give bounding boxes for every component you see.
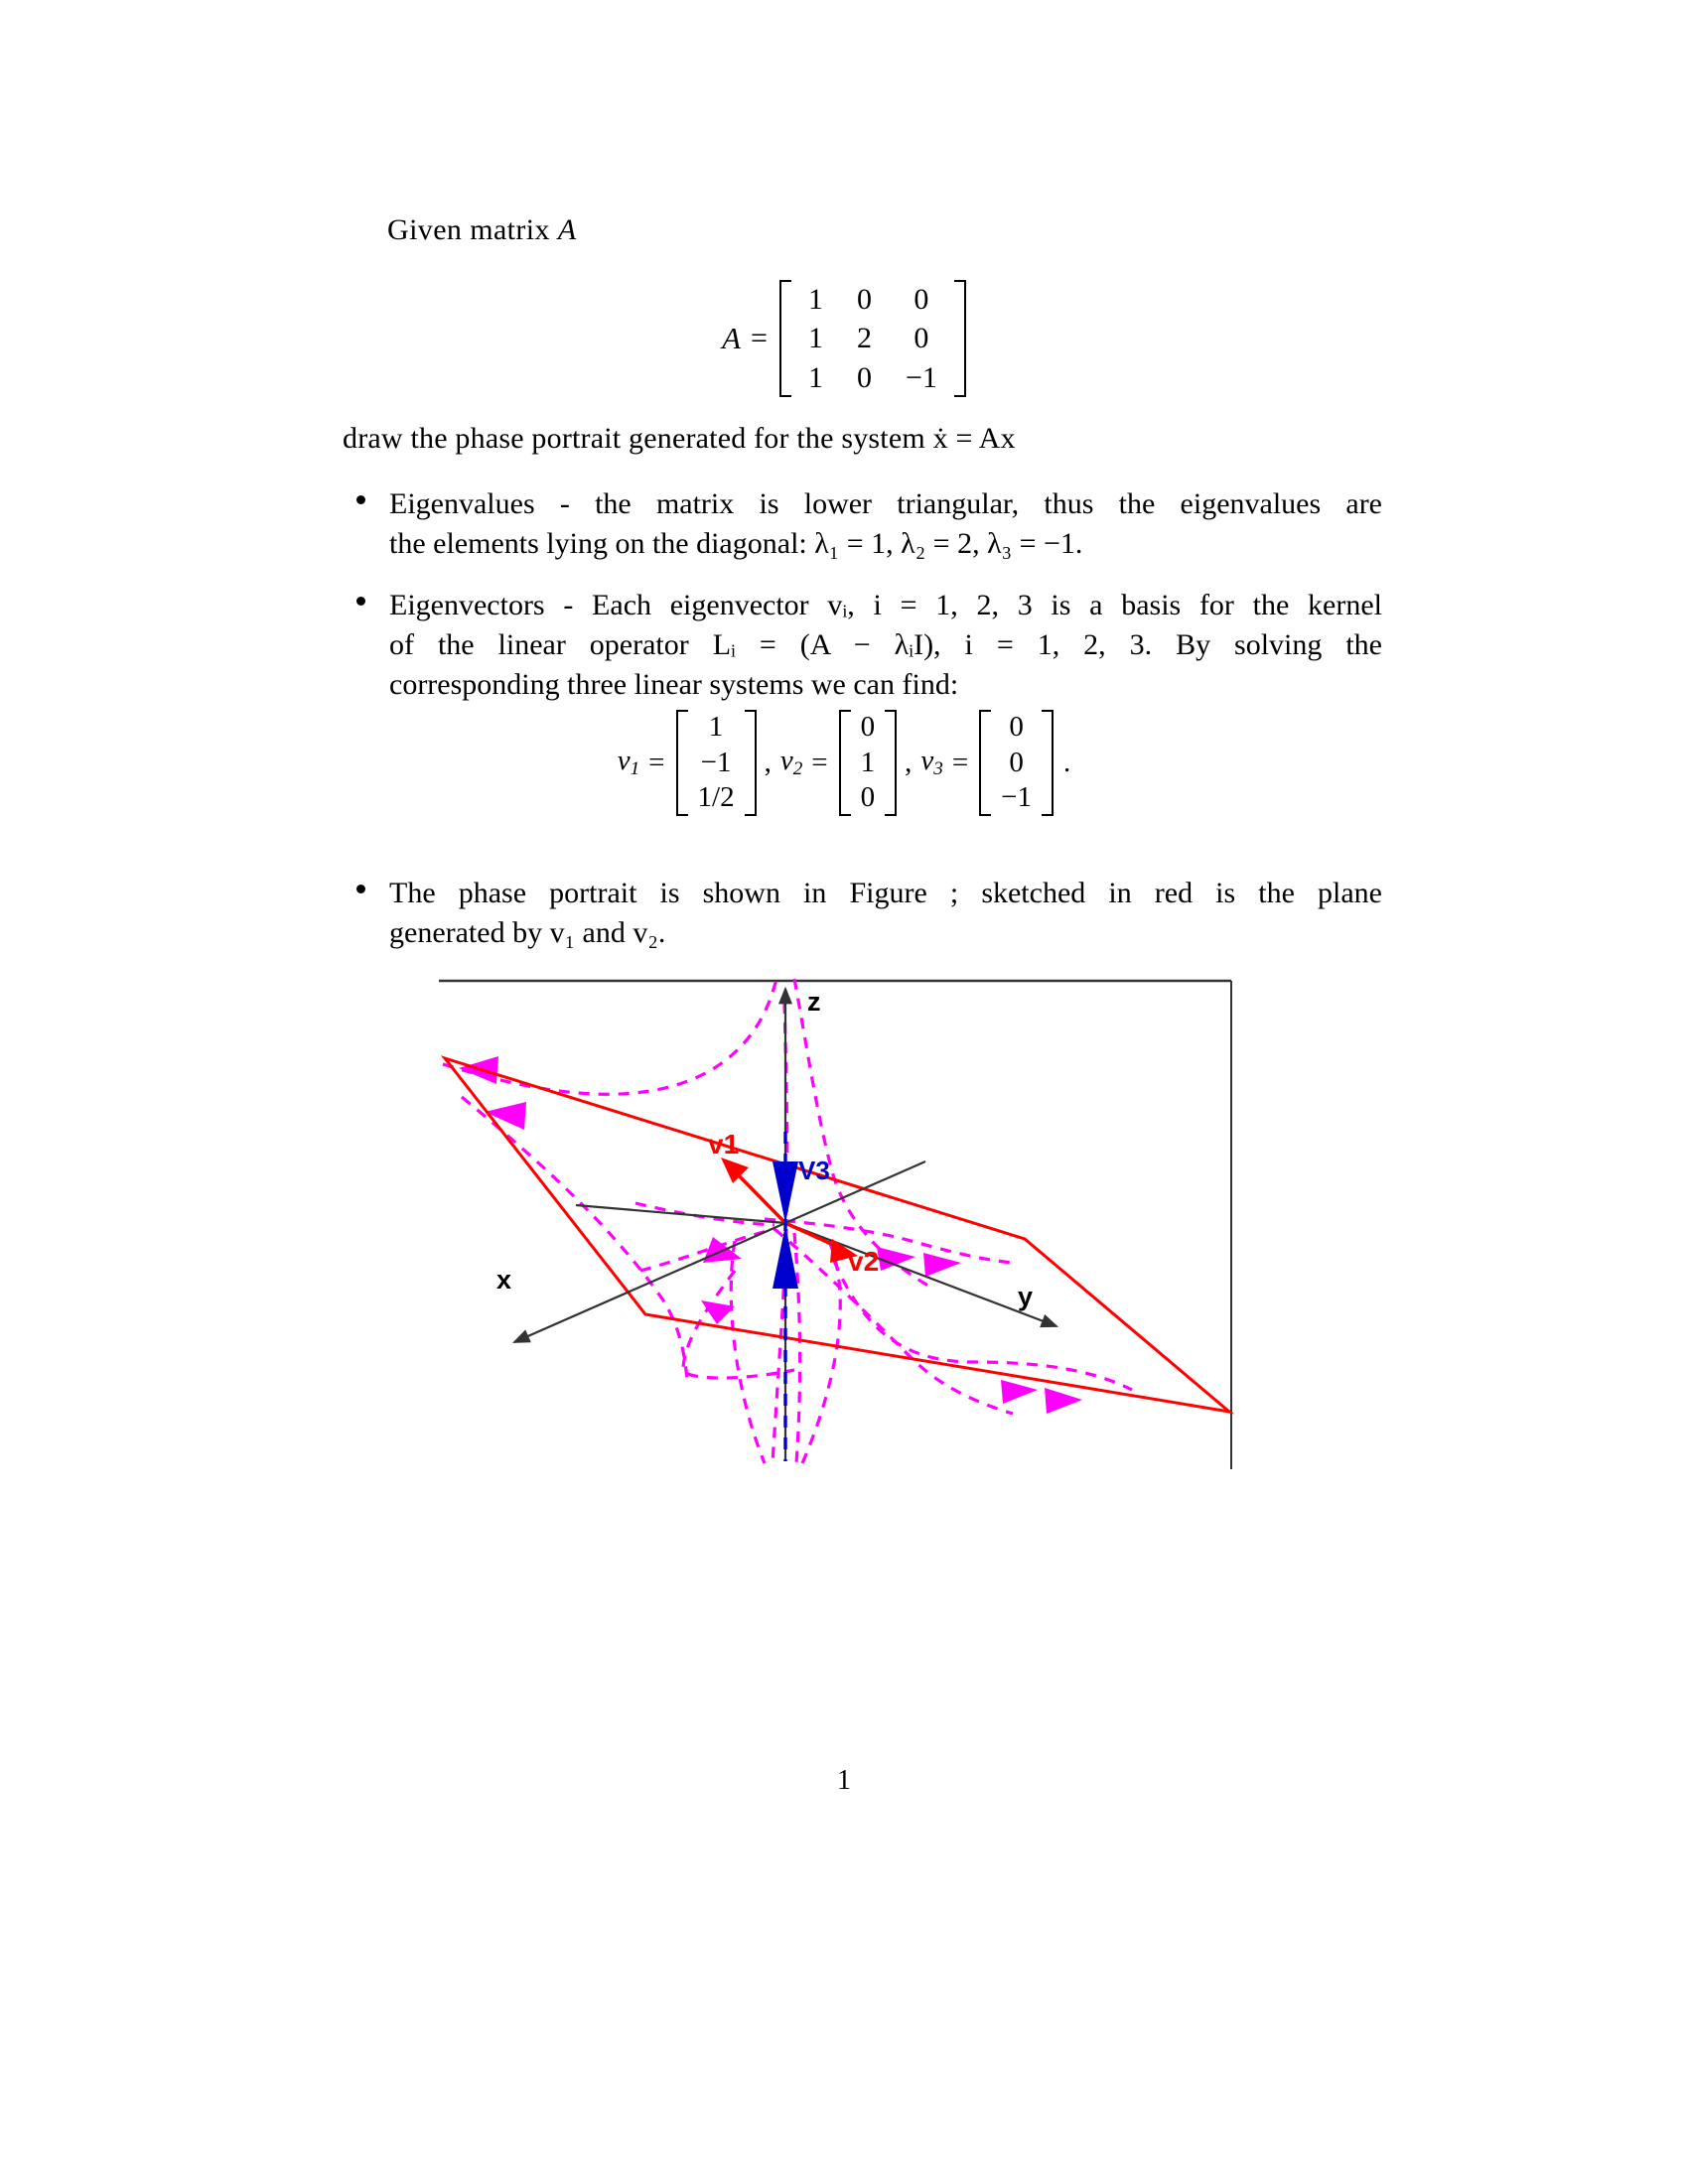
vector-cell: −1	[1001, 781, 1033, 814]
vector-row	[991, 746, 1042, 781]
matrix-cell: 0	[856, 283, 872, 316]
eigenvector-v1	[618, 710, 757, 816]
v3-label: V3	[798, 1156, 830, 1185]
eigenvector-v3-table	[991, 710, 1042, 816]
intro-sentence	[387, 213, 577, 247]
matrix-row	[791, 358, 954, 397]
eigenvector-v2-relation: =	[811, 746, 828, 778]
x-axis	[514, 1223, 785, 1342]
vector-row	[991, 710, 1042, 746]
vector-cell: 0	[1009, 711, 1024, 743]
vector-cell: 1/2	[697, 781, 735, 814]
bullet-dot-icon	[356, 885, 365, 893]
trajectory-left-in-lower	[640, 1229, 774, 1271]
trajectory-lower-left-branch	[731, 1241, 765, 1463]
vector-row	[991, 780, 1042, 816]
plane-outline	[445, 1058, 1229, 1412]
eigenvector-v2	[780, 710, 897, 816]
eigenvector-v3-label: $v_3$	[920, 745, 943, 780]
z-axis-label: z	[807, 987, 821, 1017]
trajectory-left-to-origin	[462, 1097, 687, 1380]
page-number: 1	[837, 1765, 851, 1796]
eigenvector-separator: ,	[905, 746, 913, 778]
eigenvector-equation	[0, 710, 1688, 816]
eigenvector-v1-column	[676, 710, 757, 816]
trajectory-arrowheads	[459, 1056, 1082, 1414]
right-bracket	[885, 710, 897, 816]
bullet-eigenvalues-line-1: Eigenvalues - the matrix is lower triangular, thus the eigenvalues are	[389, 487, 1382, 520]
matrix-cell: 2	[856, 322, 872, 355]
eigenvector-v3	[920, 710, 1054, 816]
eigenvector-v1-label: $v_1$	[617, 745, 640, 780]
eigenvector-v3-column	[979, 710, 1054, 816]
right-bracket	[1042, 710, 1054, 816]
matrix-equation-relation: =	[751, 322, 768, 355]
matrix-a	[779, 280, 966, 397]
vector-row	[851, 780, 886, 816]
phase-portrait-figure	[437, 973, 1241, 1469]
x-axis-label: x	[496, 1265, 512, 1295]
vector-cell: 0	[1009, 746, 1024, 778]
right-bracket	[745, 710, 757, 816]
matrix-cell: 1	[807, 322, 823, 355]
left-bracket	[779, 280, 791, 397]
matrix-equation	[0, 280, 1688, 397]
vector-row	[851, 746, 886, 781]
eigenvector-terminator: .	[1063, 746, 1071, 778]
bullet-eigenvectors-line-2: of the linear operator Lᵢ = (A − λᵢI), i = 1, 2, 3. By solving the	[389, 627, 1382, 661]
eigen-plane	[445, 1058, 1229, 1412]
traj-arrow-right-lower-a	[1001, 1380, 1038, 1404]
bullet-phase-portrait-note	[389, 874, 1382, 953]
v1-label: v1	[708, 1129, 740, 1160]
vector-cell: 1	[860, 746, 876, 778]
draw-instruction: draw the phase portrait generated for the system ẋ = Ax	[343, 422, 1016, 455]
eigenvector-v2-column	[839, 710, 898, 816]
matrix-cell: 0	[856, 360, 872, 394]
traj-arrow-right-lower-b	[1045, 1388, 1082, 1414]
vector-row	[688, 710, 745, 746]
bullet-eigenvalues-line-2: the elements lying on the diagonal: λ₁ = 1, λ₂ = 2, λ₃ = −1.	[389, 526, 1083, 560]
bullet-dot-icon	[356, 597, 365, 606]
eigenvector-v2-table	[851, 710, 886, 816]
intro-matrix-symbol: A	[557, 213, 577, 246]
vector-cell: 0	[860, 781, 876, 814]
traj-arrow-right-upper-a	[877, 1247, 915, 1271]
bullet-eigenvectors-line-3: corresponding three linear systems we can find:	[389, 667, 959, 701]
eigenvector-v1-relation: =	[648, 746, 665, 778]
y-axis-negative	[576, 1205, 785, 1223]
bullet-phase-line-2: generated by v₁ and v₂.	[389, 915, 666, 949]
matrix-row	[791, 319, 954, 357]
matrix-equation-lhs: A	[722, 321, 742, 356]
v2-label: v2	[848, 1246, 880, 1277]
right-bracket	[954, 280, 966, 397]
bullet-dot-icon	[356, 495, 365, 504]
bullet-eigenvalues	[389, 484, 1382, 564]
matrix-row	[791, 280, 954, 319]
matrix-cell: 0	[914, 283, 929, 316]
vector-row	[851, 710, 886, 746]
left-bracket	[839, 710, 851, 816]
matrix-cell: 1	[807, 283, 823, 316]
vector-cell: 1	[708, 711, 724, 743]
left-bracket	[979, 710, 991, 816]
trajectory-z-lower-inner-right	[794, 1233, 800, 1463]
intro-text: Given matrix	[387, 213, 558, 246]
trajectory-lower-right-branch	[802, 1241, 840, 1463]
y-axis-label: y	[1018, 1282, 1034, 1311]
bullet-phase-line-1: The phase portrait is shown in Figure ; sketched in red is the plane	[389, 877, 1382, 909]
traj-arrow-right-upper-b	[923, 1253, 961, 1277]
eigenvector-v3-relation: =	[951, 746, 969, 778]
left-bracket	[676, 710, 688, 816]
bullet-eigenvectors	[389, 586, 1382, 705]
vector-cell: 0	[860, 711, 876, 743]
eigenvector-v1-table	[688, 710, 745, 816]
matrix-cell: 1	[807, 360, 823, 394]
eigenvector-v2-label: $v_2$	[779, 745, 803, 780]
matrix-a-table	[791, 280, 954, 397]
vector-row	[688, 746, 745, 781]
vector-row	[688, 780, 745, 816]
bullet-eigenvectors-line-1: Eigenvectors - Each eigenvector vᵢ, i = 1, 2, 3 is a basis for the kernel	[389, 589, 1382, 621]
trajectory-left-in-upper	[635, 1203, 774, 1225]
matrix-cell: −1	[905, 360, 937, 394]
eigenvector-separator: ,	[764, 746, 772, 778]
vector-cell: −1	[700, 746, 732, 778]
trajectory-upper-right	[794, 979, 933, 1289]
matrix-cell: 0	[914, 322, 929, 355]
